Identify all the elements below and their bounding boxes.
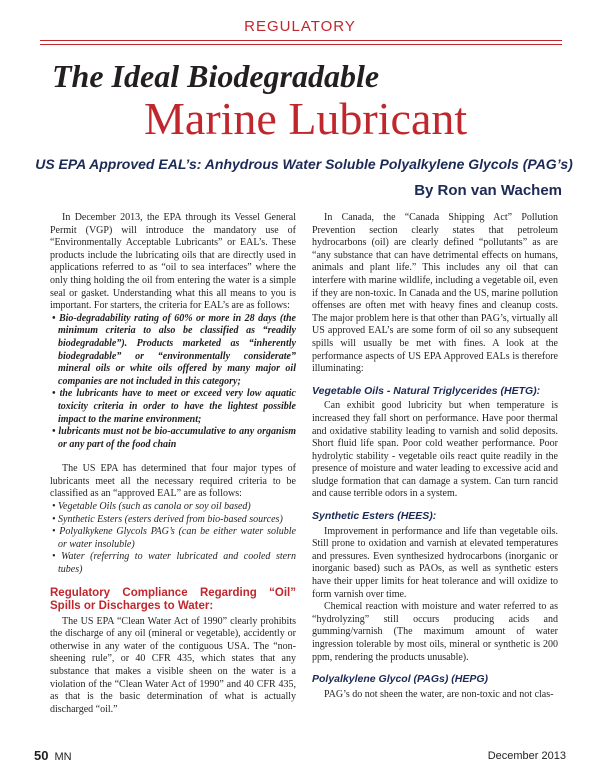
list-item: • Vegetable Oils (such as canola or soy oil based) <box>50 501 296 514</box>
page-number: 50 <box>34 748 49 763</box>
lubricant-types-list <box>50 501 296 577</box>
list-item: • Bio-degradability rating of 60% or more in 28 days (the minimum criteria to also be classified as “readily biodegradable”). Products marketed as “inherently biodegradable” or “environmentally considerate” mineral oils or white oils offered by many major oil companies are not included in this category; <box>50 313 296 389</box>
criteria-list <box>50 313 296 452</box>
list-item: • Polyalkykene Glycols PAG’s (can be either water soluble or water insoluble) <box>50 526 296 551</box>
section-label: REGULATORY <box>244 18 356 35</box>
paragraph: The US EPA “Clean Water Act of 1990” clearly prohibits the discharge of any oil (mineral or vegetable), accidently or otherwise in any water of the contiguous USA. The “non-sheening rule”, or 40 CFR 435, which states that any substance that makes a visible sheen on the water is a violation of the “Clean Water Act of 1990” and 40 CFR 435, as that is the basic determination of what is actually discharged “oil.” <box>50 615 296 715</box>
section-heading: Polyalkylene Glycol (PAGs) (HEPG) <box>312 673 489 686</box>
left-column <box>50 212 296 716</box>
issue-date: December 2013 <box>487 750 566 762</box>
paragraph: Improvement in performance and life than vegetable oils. Still prone to oxidation and varnish at elevated temperatures and pressures. Even synthesized hydrocarbons (inorganic or inorganic based) such as PAOs, as well as synthetic esters have their upper limits for heat tolerance and will oxidize to form varnish over time. <box>312 525 558 600</box>
paragraph: PAG’s do not sheen the water, are non-toxic and not clas- <box>324 688 554 700</box>
right-column <box>312 212 558 701</box>
section-heading: Synthetic Esters (HEES): <box>312 510 437 523</box>
article-title-line1: The Ideal Biodegradable <box>52 58 380 94</box>
section-heading: Regulatory Compliance Regarding “Oil” Spills or Discharges to Water: <box>50 586 296 612</box>
article-title-line2: Marine Lubricant <box>144 93 468 144</box>
header-rule <box>40 44 562 45</box>
list-item: • lubricants must not be bio-accumulative to any organism or any part of the food chain <box>50 426 296 451</box>
list-item: • Water (referring to water lubricated and cooled stern tubes) <box>50 551 296 576</box>
paragraph: The US EPA has determined that four major types of lubricants meet all the necessary required criteria to be classified as an “approved EAL” are as follows: <box>50 463 296 500</box>
list-item: • the lubricants have to meet or exceed very low aquatic toxicity criteria in order to have the lightest possible impact to the marine environment; <box>50 388 296 426</box>
header-rule <box>40 40 562 41</box>
publication-name: MN <box>54 751 72 763</box>
paragraph: In December 2013, the EPA through its Vessel General Permit (VGP) will introduce the mandatory use of “Environmentally Acceptable Lubricants” or EAL’s. These products include the lubricating oils that are directly used in applications referred to as “oil to sea interfaces” where the only thing holding the oil from entering the water is a simple seal or gasket. Understanding what this all means to you is important. For starters, the criteria for EAL’s are as follows: <box>50 212 296 312</box>
paragraph: In Canada, the “Canada Shipping Act” Pollution Prevention section clearly states that petroleum hydrocarbons (oil) are clearly defined “pollutants” as are “any substance that can have detrimental effects on humans, animals and plant life.” This includes any oil that can interfere with marine wildlife, including a vegetable oil, even if they are non-toxic. In Canada and the US, marine pollution offenses are often met with heavy fines and cleanup costs. The major problem here is that other than PAG’s, virtually all US approved EAL’s are some form of oil so any subsequent spills will usually be met with fines. A look at the performance aspects of US EPA Approved EALs is therefore illuminating: <box>312 212 558 375</box>
paragraph: Can exhibit good lubricity but when temperature is increased they fall short on performance. Have poor thermal and oxidative stability leading to varnish and solid deposits. Short fluid life span. Poor cold weather performance. Poor hydrolytic stability - vegetable oils react quite readily in the presence of moisture and water leading to excessive acid and sludge formation that can damage a system. Can turn rancid and cause terrible odors in a system. <box>312 400 558 500</box>
page-footer <box>34 748 72 763</box>
paragraph: Chemical reaction with moisture and water referred to as “hydrolyzing” still occurs producing acids and gumming/varnish (The maximum amount of water ingression tolerable by most oils, mineral or synthetic is 200 ppm, rendering the products unusable). <box>312 601 558 663</box>
section-heading: Vegetable Oils - Natural Triglycerides (HETG): <box>312 384 541 397</box>
byline: By Ron van Wachem <box>414 182 562 199</box>
list-item: • Synthetic Esters (esters derived from bio-based sources) <box>50 514 296 527</box>
article-subtitle: US EPA Approved EAL’s: Anhydrous Water Soluble Polyalkylene Glycols (PAG’s) <box>35 156 573 172</box>
